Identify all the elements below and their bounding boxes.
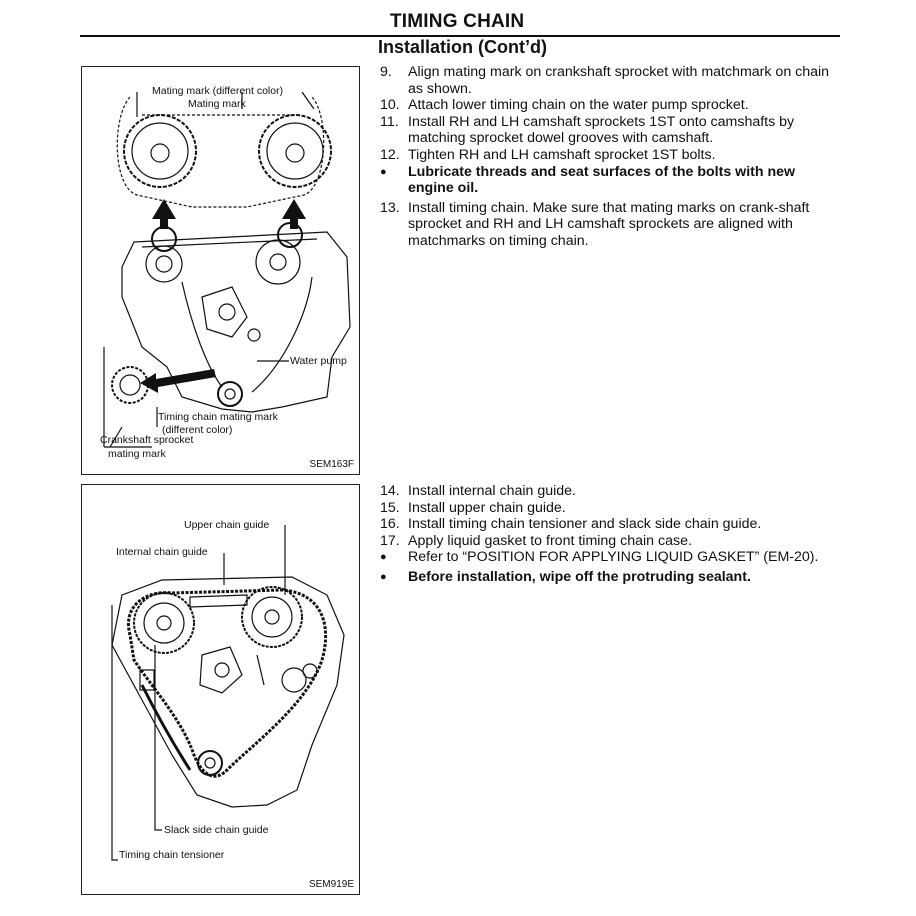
label-slack-side-chain-guide: Slack side chain guide: [164, 824, 269, 836]
label-crankshaft-sprocket: Crankshaft sprocket: [100, 434, 194, 446]
step-text: Install timing chain tensioner and slack side chain guide.: [408, 516, 762, 533]
figure-code: SEM919E: [308, 879, 354, 890]
label-mating-mark: Mating mark: [188, 98, 246, 110]
bullet-icon: ●: [380, 570, 387, 583]
step-text: Lubricate threads and seat surfaces of the bolts with new engine oil.: [408, 163, 796, 197]
step-number: 14.: [380, 483, 400, 499]
label-internal-chain-guide: Internal chain guide: [116, 546, 208, 558]
label-crankshaft-mating-mark: mating mark: [108, 448, 166, 460]
step-number: 13.: [380, 199, 400, 216]
step-number: 16.: [380, 516, 400, 533]
step-text: Refer to “POSITION FOR APPLYING LIQUID GASKET” (EM-20).: [408, 549, 819, 566]
step-text: Install timing chain. Make sure that mating marks on crank-shaft sprocket and RH and LH camshaft sprockets are aligned with matchmarks on timing chain.: [408, 199, 810, 249]
label-timing-chain-mating-mark-color: (different color): [162, 424, 233, 436]
label-timing-chain-tensioner: Timing chain tensioner: [119, 849, 225, 861]
step-item: [380, 147, 842, 164]
step-item: [380, 97, 842, 114]
step-number: 10.: [380, 97, 400, 114]
step-item: [380, 500, 842, 517]
label-timing-chain-mating-mark: Timing chain mating mark: [158, 411, 278, 423]
bullet-item: [380, 164, 842, 197]
section-subtitle: Installation (Cont’d): [378, 37, 547, 57]
figure-code: SEM163F: [309, 459, 354, 470]
section-title: TIMING CHAIN: [390, 11, 525, 32]
step-number: 17.: [380, 532, 400, 549]
step-number: 12.: [380, 146, 400, 163]
step-text: Align mating mark on crankshaft sprocket with matchmark on chain as shown.: [408, 64, 830, 97]
step-item: [380, 533, 842, 550]
steps-list-1: [380, 64, 842, 250]
label-upper-chain-guide: Upper chain guide: [184, 519, 270, 531]
figure-chain-guides: [81, 484, 360, 895]
steps-list-2: [380, 483, 842, 589]
step-text: Install internal chain guide.: [408, 483, 576, 499]
bullet-item: [380, 569, 842, 586]
label-water-pump: Water pump: [290, 355, 347, 367]
step-number: 9.: [380, 64, 392, 80]
bullet-item: [380, 549, 842, 566]
step-number: 15.: [380, 499, 400, 516]
label-mating-mark-different-color: Mating mark (different color): [152, 85, 284, 97]
step-number: 11.: [380, 113, 399, 130]
step-item: [380, 516, 842, 533]
step-item: [380, 483, 842, 500]
step-item: [380, 200, 842, 250]
step-text: Install upper chain guide.: [408, 499, 566, 516]
step-item: [380, 114, 842, 147]
step-item: [380, 64, 842, 97]
step-text: Attach lower timing chain on the water pump sprocket.: [408, 97, 749, 114]
spacer: [380, 586, 842, 589]
figure-camshaft-sprocket-alignment: [81, 66, 360, 475]
bullet-icon: ●: [380, 165, 387, 178]
step-text: Install RH and LH camshaft sprockets 1ST onto camshafts by matching sprocket dowel grooves with camshaft.: [408, 113, 795, 147]
page-header: [80, 10, 840, 60]
step-text: Before installation, wipe off the protruding sealant.: [408, 568, 751, 585]
bullet-icon: ●: [380, 551, 387, 564]
step-text: Apply liquid gasket to front timing chain case.: [408, 532, 692, 549]
step-text: Tighten RH and LH camshaft sprocket 1ST bolts.: [408, 146, 716, 163]
